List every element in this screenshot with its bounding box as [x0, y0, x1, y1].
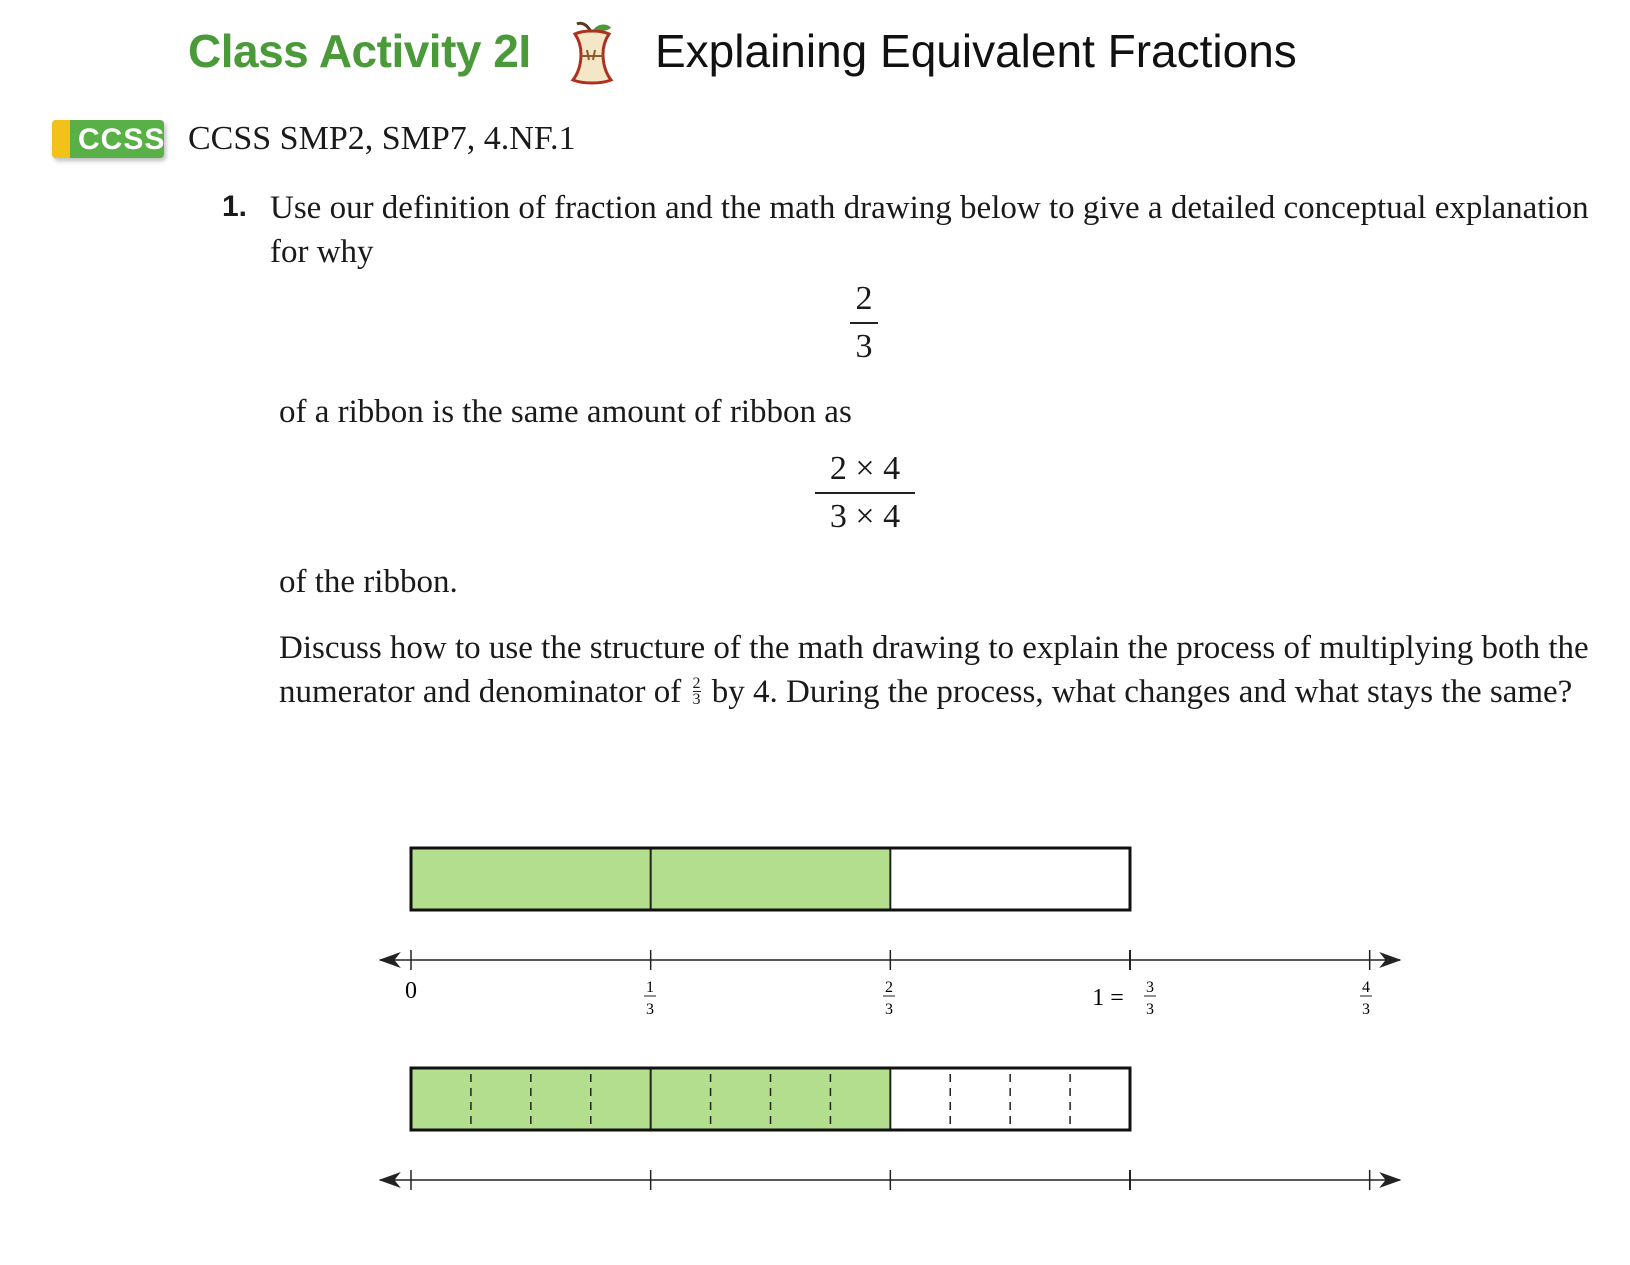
standards-text: CCSS SMP2, SMP7, 4.NF.1 [188, 120, 576, 157]
badge-label: CCSS [78, 123, 166, 156]
ribbon-part [1010, 1068, 1070, 1130]
ribbon-part [890, 1068, 950, 1130]
label-one-third-num: 1 [646, 979, 654, 996]
ribbon-part [411, 1068, 471, 1130]
ribbon-part [411, 848, 651, 910]
label-three-thirds-num: 3 [1146, 979, 1154, 996]
label-four-thirds-den: 3 [1362, 1001, 1370, 1018]
label-two-thirds-num: 2 [885, 979, 893, 996]
page-title: Explaining Equivalent Fractions [655, 25, 1297, 77]
discussion-part-b: by 4. During the process, what changes and what stays the same? [711, 674, 1573, 710]
ribbon-part [711, 1068, 771, 1130]
question-intro: Use our definition of fraction and the math drawing below to give a detailed conceptual explanation for why [270, 190, 1589, 270]
ribbon-part [1070, 1068, 1130, 1130]
fraction-denominator: 3 [855, 328, 873, 365]
fraction-numerator: 2 [855, 280, 873, 317]
question-number: 1. [222, 190, 248, 223]
label-one-equals: 1 = [1092, 985, 1124, 1011]
top-number-line [380, 950, 1400, 970]
ribbon-part [890, 848, 1130, 910]
discussion-part-a: Discuss how to use the structure of the math drawing to explain the process of multiplying both the numerator and denominator of [279, 630, 1589, 710]
label-zero: 0 [405, 978, 417, 1004]
ribbon-part [651, 1068, 711, 1130]
fraction-denominator: 3 × 4 [829, 498, 901, 535]
ribbon-part [950, 1068, 1010, 1130]
ribbon-part [591, 1068, 651, 1130]
fraction-numerator: 2 × 4 [829, 450, 901, 487]
bottom-ribbon-bar [411, 1068, 1130, 1130]
label-three-thirds-den: 3 [1146, 1001, 1154, 1018]
label-one-third-den: 3 [646, 1001, 654, 1018]
activity-label: Class Activity 2I [188, 25, 531, 77]
label-four-thirds-num: 4 [1362, 979, 1370, 996]
question-end: of the ribbon. [279, 564, 458, 600]
top-ribbon-bar [411, 848, 1130, 910]
ribbon-part [830, 1068, 890, 1130]
ribbon-part [471, 1068, 531, 1130]
inline-numerator: 2 [692, 674, 701, 692]
label-two-thirds-den: 3 [885, 1001, 893, 1018]
ribbon-part [651, 848, 891, 910]
ribbon-part [531, 1068, 591, 1130]
bottom-number-line [380, 1170, 1400, 1190]
inline-denominator: 3 [692, 690, 701, 708]
ribbon-part [771, 1068, 831, 1130]
question-middle: of a ribbon is the same amount of ribbon as [279, 394, 852, 430]
